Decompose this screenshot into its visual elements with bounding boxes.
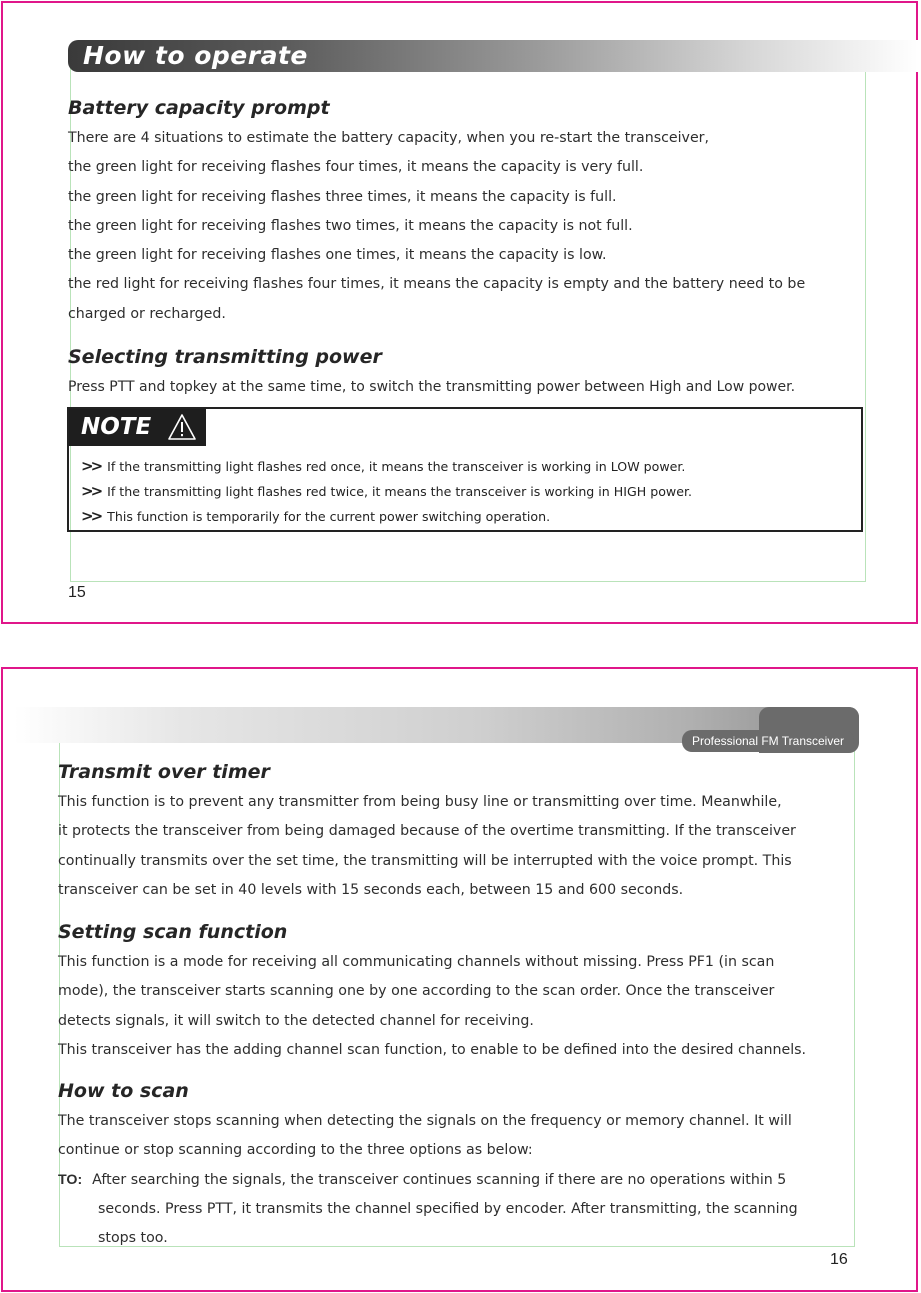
- heading-transmit-over-timer: Transmit over timer: [58, 761, 270, 783]
- note-box: [67, 407, 863, 532]
- text-line: detects signals, it will switch to the detected channel for receiving.: [58, 1012, 534, 1029]
- text-line: the green light for receiving flashes two times, it means the capacity is not full.: [68, 217, 633, 234]
- text-line: continually transmits over the set time, the transmitting will be interrupted with the voice prompt. This: [58, 852, 792, 869]
- text-line: stops too.: [98, 1230, 168, 1247]
- paragraph-setting-scan-function: [58, 948, 806, 1065]
- text-line: the green light for receiving flashes three times, it means the capacity is full.: [68, 188, 617, 205]
- double-chevron-icon: >>: [81, 482, 101, 500]
- warning-triangle-icon: [167, 413, 197, 441]
- paragraph-how-to-scan: [58, 1107, 798, 1253]
- heading-setting-scan-function: Setting scan function: [58, 921, 288, 943]
- note-item: >> If the transmitting light flashes red once, it means the transceiver is working in LOW power.: [81, 457, 686, 475]
- text-line: it protects the transceiver from being damaged because of the overtime transmitting. If the transceiver: [58, 823, 796, 840]
- text-line: This transceiver has the adding channel scan function, to enable to be defined into the desired channels.: [58, 1041, 807, 1058]
- text-line: There are 4 situations to estimate the battery capacity, when you re-start the transceiver,: [68, 130, 710, 146]
- note-item: >> If the transmitting light flashes red twice, it means the transceiver is working in HIGH power.: [81, 482, 692, 500]
- text-line: mode), the transceiver starts scanning one by one according to the scan order. Once the transceiver: [58, 983, 775, 1000]
- paragraph-transmitting-power: [68, 373, 795, 402]
- double-chevron-icon: >>: [81, 507, 101, 525]
- text-line: This function is to prevent any transmitter from being busy line or transmitting over time. Meanwhile,: [58, 794, 782, 810]
- header-title: How to operate: [83, 41, 308, 70]
- page-number: 16: [830, 1251, 848, 1268]
- heading-battery-capacity: Battery capacity prompt: [68, 97, 330, 119]
- header-label: Professional FM Transceiver: [682, 730, 854, 752]
- text-line: the green light for receiving flashes four times, it means the capacity is very full.: [68, 159, 644, 176]
- double-chevron-icon: >>: [81, 457, 101, 475]
- option-to-line: [58, 1166, 798, 1195]
- text-line: transceiver can be set in 40 levels with 15 seconds each, between 15 and 600 seconds.: [58, 881, 684, 898]
- paragraph-battery-capacity: [68, 124, 805, 329]
- text-line: After searching the signals, the transceiver continues scanning if there are no operations within 5: [92, 1171, 787, 1188]
- note-label: NOTE: [81, 414, 152, 440]
- text-line: the red light for receiving flashes four times, it means the capacity is empty and the battery need to be: [68, 276, 806, 293]
- text-line: the green light for receiving flashes one times, it means the capacity is low.: [68, 247, 607, 264]
- heading-transmitting-power: Selecting transmitting power: [68, 346, 382, 368]
- text-line: charged or recharged.: [68, 305, 226, 322]
- option-to-label: TO:: [58, 1171, 83, 1188]
- note-list: [81, 454, 692, 529]
- page-number: 15: [68, 584, 86, 601]
- text-line: This function is a mode for receiving all communicating channels without missing. Press PF1 (in scan: [58, 954, 775, 970]
- text-line: continue or stop scanning according to the three options as below:: [58, 1142, 533, 1159]
- heading-how-to-scan: How to scan: [58, 1080, 189, 1102]
- note-tag: [69, 409, 206, 446]
- paragraph-transmit-over-timer: [58, 788, 796, 905]
- text-line: seconds. Press PTT, it transmits the channel specified by encoder. After transmitting, the scanning: [98, 1200, 798, 1217]
- note-item: >> This function is temporarily for the current power switching operation.: [81, 507, 551, 525]
- text-line: The transceiver stops scanning when detecting the signals on the frequency or memory channel. It will: [58, 1113, 792, 1129]
- text-line: Press PTT and topkey at the same time, to switch the transmitting power between High and Low power.: [68, 379, 796, 395]
